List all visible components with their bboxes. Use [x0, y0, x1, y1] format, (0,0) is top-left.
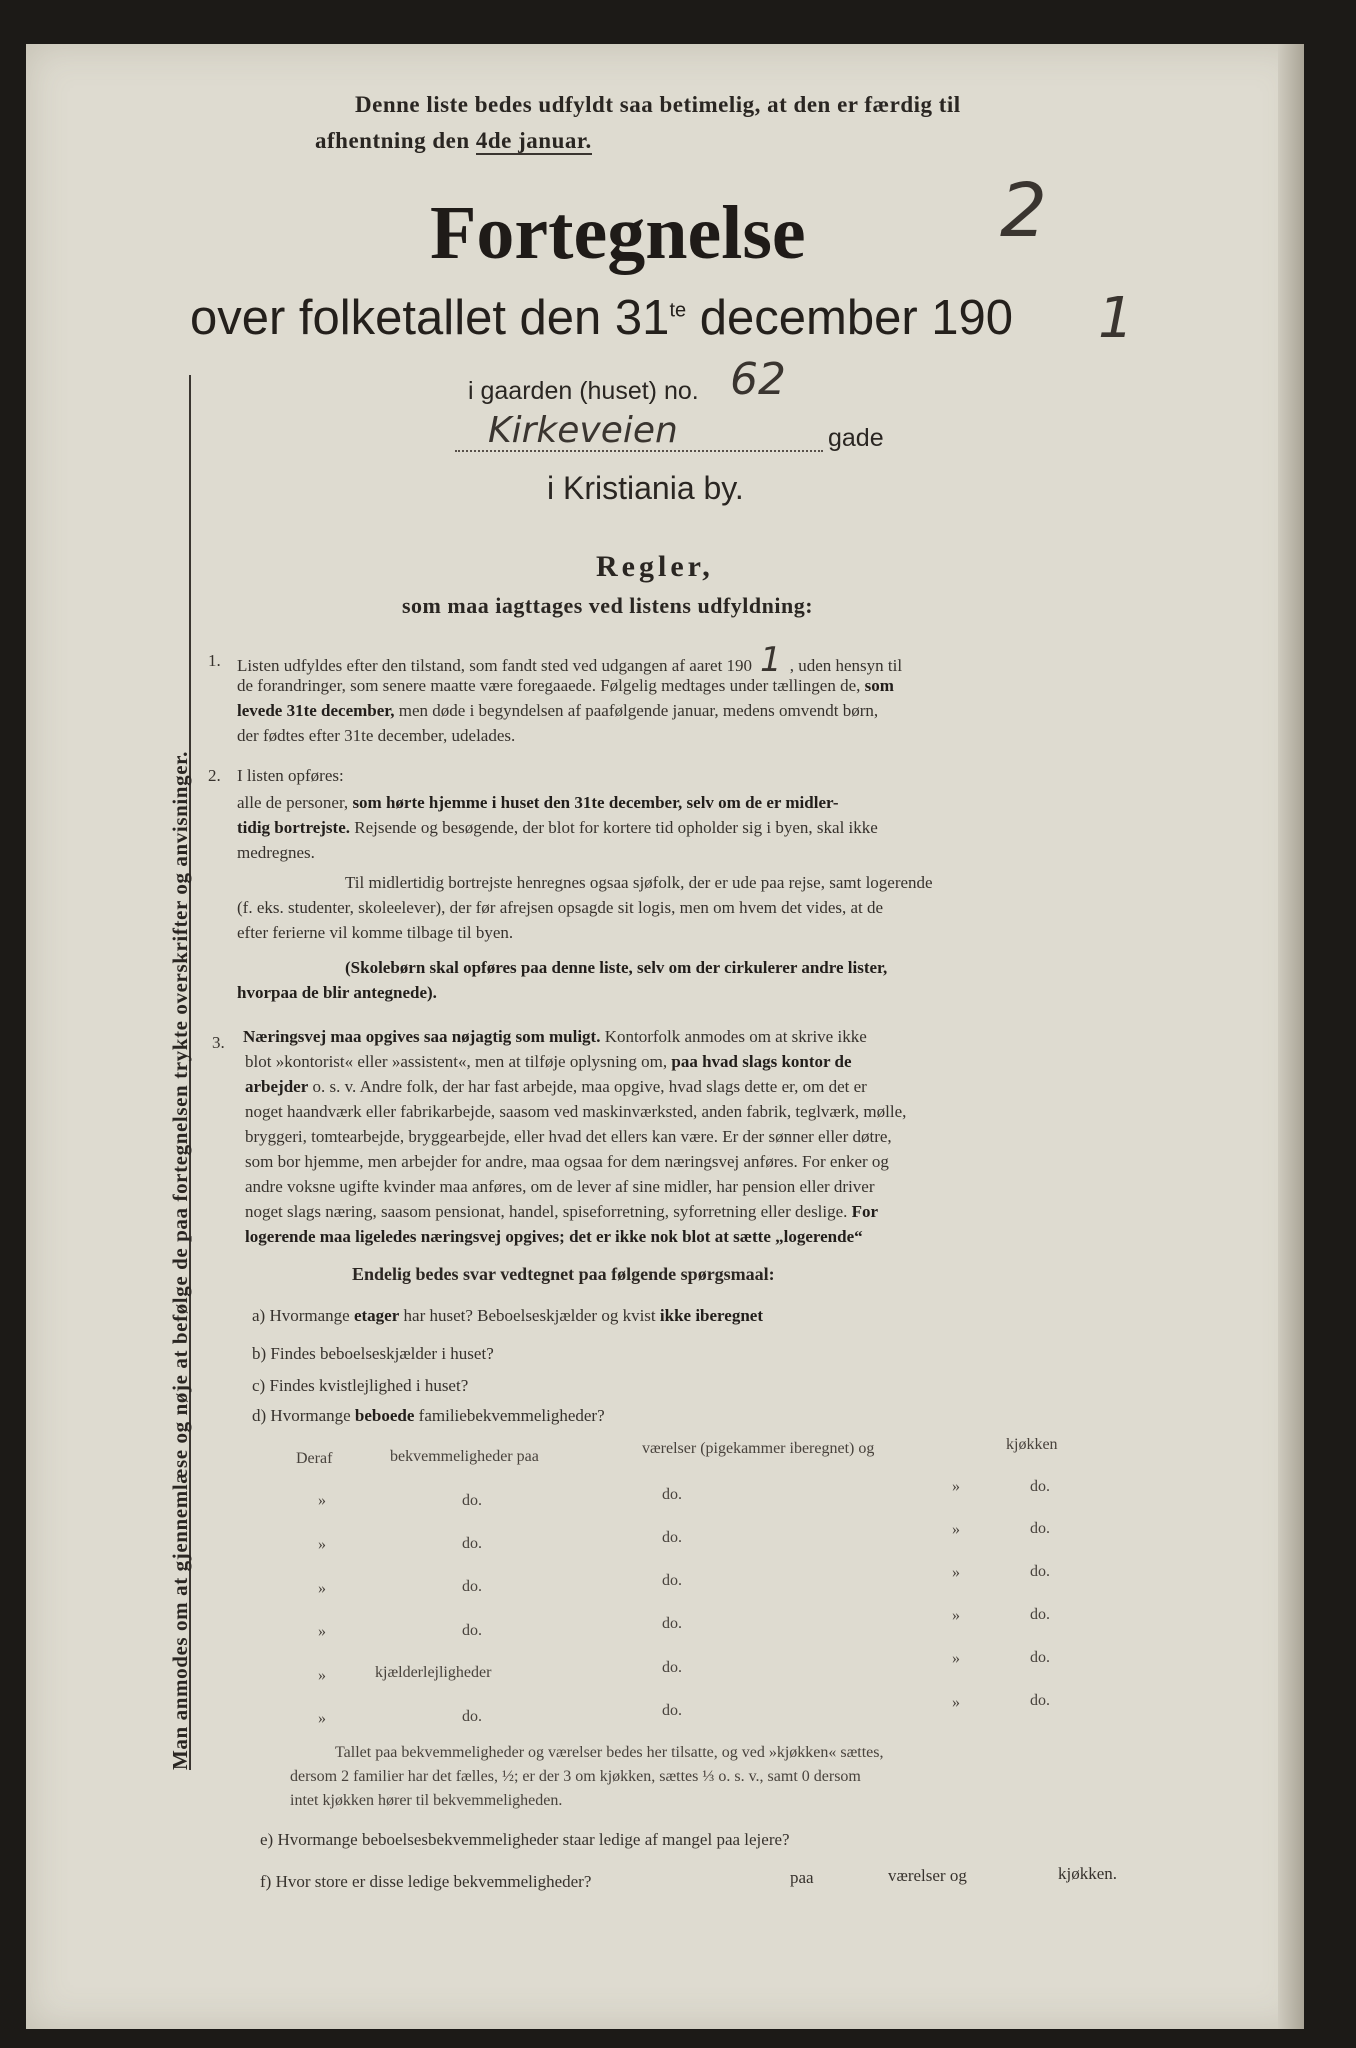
question-f-paa: paa [790, 1868, 814, 1887]
rule-3-line1 [243, 1024, 867, 1049]
handwritten-year-digit-2: 1 [760, 640, 782, 680]
rule-2-p2-line2: (f. eks. studenter, skoleelever), der før afrejsen opsagde sit logis, men om hvem det vides, at de [237, 898, 884, 917]
page-title: Fortegnelse [430, 191, 806, 275]
handwritten-year-digit: 1 [1098, 286, 1134, 351]
table-do: do. [662, 1572, 682, 1589]
rule-2-line1b: som hørte hjemme i huset den 31te december, selv om de er midler- [352, 793, 839, 812]
rule-3-line2a: blot »kontorist« eller »assistent«, men at tilføje oplysning om, [245, 1052, 668, 1071]
table-kjaelder: kjælderlejligheder [375, 1664, 492, 1681]
question-a-part3: har huset? Beboelseskjælder og kvist [403, 1306, 656, 1325]
rule-1-line3a: levede 31te december, [237, 701, 395, 720]
rule-3-line1a: Næringsvej maa opgives saa nøjagtig som muligt. [243, 1027, 601, 1046]
subtitle-a: over folketallet den 31 [190, 291, 670, 345]
table-do: do. [662, 1529, 682, 1546]
table-do: do. [1030, 1692, 1050, 1709]
rule-2-line2 [237, 815, 878, 840]
question-a-part4: ikke iberegnet [659, 1306, 764, 1325]
question-c: c) Findes kvistlejlighed i huset? [252, 1376, 469, 1395]
subtitle-sup: te [669, 299, 687, 322]
ditto-mark: » [318, 1536, 326, 1553]
rule-3-line3 [245, 1074, 867, 1099]
rule-2-line1a: alle de personer, [237, 793, 349, 812]
question-d [252, 1406, 605, 1426]
note-line3: intet kjøkken hører til bekvemmeligheden. [290, 1792, 563, 1809]
table-do: do. [1030, 1478, 1050, 1495]
table-do: do. [1030, 1520, 1050, 1537]
ditto-mark: » [318, 1492, 326, 1509]
rule-1-line3 [237, 698, 878, 723]
rule-3-number: 3. [212, 1033, 225, 1052]
subtitle [190, 290, 1013, 346]
ditto-mark: » [318, 1710, 326, 1727]
rule-3-line8 [245, 1199, 878, 1224]
ditto-mark: » [318, 1580, 326, 1597]
question-a [252, 1306, 763, 1326]
rule-3-line2 [245, 1049, 852, 1074]
question-f: f) Hvor store er disse ledige bekvemmeligheder? [260, 1872, 592, 1891]
table-do: do. [1030, 1649, 1050, 1666]
question-a-part1: a) Hvormange [252, 1306, 350, 1325]
table-do: do. [1030, 1606, 1050, 1623]
question-d-part3: familiebekvemmeligheder? [418, 1406, 605, 1425]
rule-1-line1b: , uden hensyn til [789, 656, 903, 675]
ditto-mark: » [952, 1478, 960, 1495]
table-do: do. [462, 1578, 482, 1595]
rule-3-line3a: arbejder [245, 1077, 309, 1096]
rule-2-line2b: Rejsende og besøgende, der blot for kortere tid opholder sig i byen, skal ikke [354, 818, 878, 837]
table-do: do. [662, 1615, 682, 1632]
table-do: do. [662, 1659, 682, 1676]
rule-2-line1 [237, 790, 839, 815]
rule-2-line3: medregnes. [237, 843, 315, 862]
table-do: do. [662, 1702, 682, 1719]
rule-3-line1b: Kontorfolk anmodes om at skrive ikke [604, 1027, 867, 1046]
street-suffix: gade [828, 424, 884, 452]
street-name: Kirkeveien [488, 410, 678, 451]
question-d-part1: d) Hvormange [252, 1406, 351, 1425]
ditto-mark: » [952, 1694, 960, 1711]
table-do: do. [462, 1535, 482, 1552]
ditto-mark: » [952, 1650, 960, 1667]
question-d-part2: beboede [354, 1406, 415, 1425]
rule-3-line4: noget haandværk eller fabrikarbejde, saasom ved maskinværksted, anden fabrik, teglværk, mølle, [245, 1102, 907, 1121]
rule-1-number: 1. [208, 651, 221, 670]
rules-subheading: som maa iagttages ved listens udfyldning: [402, 593, 814, 618]
question-f-vaerelser: værelser og [888, 1866, 967, 1885]
rule-1-line2b: som [864, 676, 894, 695]
rule-3-line9: logerende maa ligeledes næringsvej opgives; det er ikke nok blot at sætte „logerende“ [245, 1227, 863, 1246]
rule-3-line2b: paa hvad slags kontor de [671, 1052, 852, 1071]
header-line1: Denne liste bedes udfyldt saa betimelig, at den er færdig til [355, 92, 961, 117]
rule-2-p2-line3: efter ferierne vil komme tilbage til byen. [237, 923, 514, 942]
question-a-part2: etager [353, 1306, 400, 1325]
house-label: i gaarden (huset) no. [468, 377, 699, 405]
table-do: do. [462, 1622, 482, 1639]
house-number: 62 [730, 354, 786, 405]
note-line1: Tallet paa bekvemmeligheder og værelser bedes her tilsatte, og ved »kjøkken« sættes, [335, 1744, 884, 1761]
rule-3-line7: andre voksne ugifte kvinder maa anføres, om de lever af sine midler, har pension eller driver [245, 1177, 875, 1196]
rule-3-line8a: noget slags næring, saasom pensionat, handel, spiseforretning, syforretning eller deslige. [245, 1202, 848, 1221]
rule-2-number: 2. [208, 766, 221, 785]
handwritten-list-number: 2 [1000, 168, 1048, 254]
rule-3-line3b: o. s. v. Andre folk, der har fast arbejde, maa opgive, hvad slags dette er, om det er [312, 1077, 867, 1096]
city: i Kristiania by. [547, 470, 744, 506]
ditto-mark: » [952, 1564, 960, 1581]
table-header-vaerelser: værelser (pigekammer iberegnet) og [642, 1440, 875, 1457]
ditto-mark: » [952, 1521, 960, 1538]
rule-3-line5: bryggeri, tomtearbejde, bryggearbejde, eller hvad det ellers kan være. Er der sønner eller døtre, [245, 1127, 892, 1146]
page-edge [1278, 44, 1304, 2029]
side-note: Man anmodes om at gjennemlæse og nøje at befølge de paa fortegnelsen trykte overskrifter og anvisninger. [168, 751, 192, 1770]
table-header-deraf: Deraf [296, 1450, 333, 1467]
question-f-kjokken: kjøkken. [1058, 1864, 1118, 1883]
note-line2: dersom 2 familier har det fælles, ½; er der 3 om kjøkken, sættes ⅓ o. s. v., samt 0 dersom [290, 1768, 861, 1785]
question-e: e) Hvormange beboelsesbekvemmeligheder staar ledige af mangel paa lejere? [260, 1830, 790, 1849]
rule-2-line2a: tidig bortrejste. [237, 818, 350, 837]
header-line2 [315, 128, 592, 154]
header-date: 4de januar. [475, 128, 592, 153]
question-b: b) Findes beboelseskjælder i huset? [252, 1344, 494, 1363]
table-do: do. [462, 1708, 482, 1725]
header-line2-a: afhentning den [315, 128, 470, 153]
ditto-mark: » [318, 1623, 326, 1640]
questions-intro: Endelig bedes svar vedtegnet paa følgende spørgsmaal: [352, 1264, 775, 1284]
table-do: do. [662, 1486, 682, 1503]
rule-2-p3-line1: (Skolebørn skal opføres paa denne liste, selv om der cirkulerer andre lister, [345, 958, 888, 977]
table-header-kjokken: kjøkken [1006, 1436, 1058, 1453]
rule-1-line1a: Listen udfyldes efter den tilstand, som fandt sted ved udgangen af aaret 190 [237, 656, 753, 675]
rule-1-line3b: men døde i begyndelsen af paafølgende januar, medens omvendt børn, [398, 701, 879, 720]
rule-2-p2-line1: Til midlertidig bortrejste henregnes ogsaa sjøfolk, der er ude paa rejse, samt logerende [345, 873, 933, 892]
ditto-mark: » [952, 1607, 960, 1624]
rule-1-line2 [237, 673, 894, 698]
rule-2-line0: I listen opføres: [237, 766, 344, 785]
table-do: do. [1030, 1563, 1050, 1580]
rule-1-line4: der fødtes efter 31te december, udelades. [237, 726, 516, 745]
subtitle-b: december 190 [699, 291, 1014, 345]
table-header-bekv: bekvemmeligheder paa [390, 1448, 539, 1465]
rule-1-line2a: de forandringer, som senere maatte være foregaaede. Følgelig medtages under tællingen de, [237, 676, 861, 695]
ditto-mark: » [318, 1667, 326, 1684]
rules-heading: Regler, [596, 550, 714, 583]
rule-3-line6: som bor hjemme, men arbejder for andre, maa ogsaa for dem næringsvej anføres. For enker og [245, 1152, 889, 1171]
table-do: do. [462, 1492, 482, 1509]
rule-3-line8b: For [851, 1202, 879, 1221]
rule-2-p3-line2: hvorpaa de blir antegnede). [237, 983, 437, 1002]
